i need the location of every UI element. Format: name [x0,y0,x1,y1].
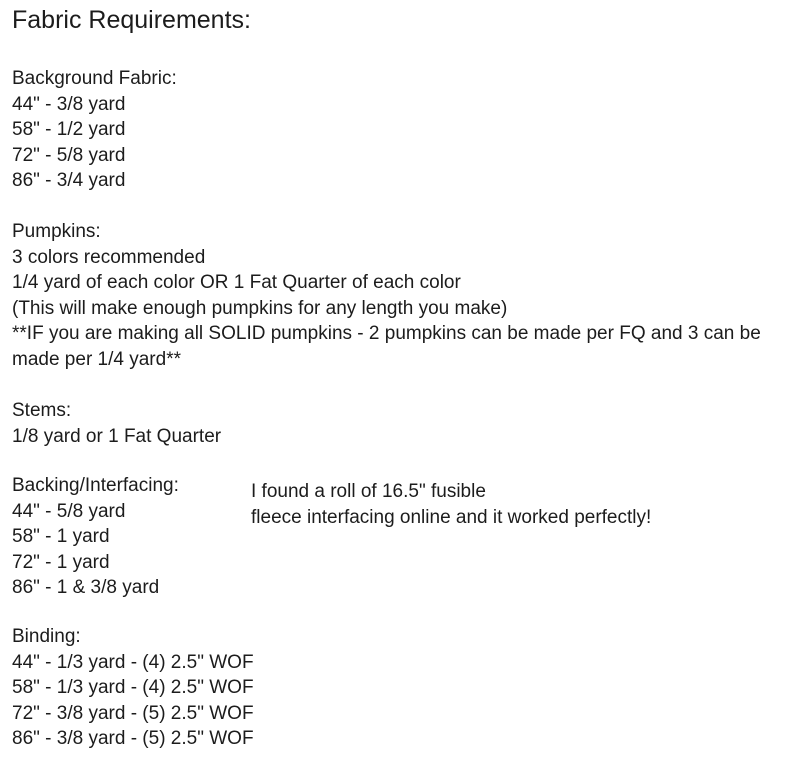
backing-section [12,473,179,601]
stems-heading: Stems: [12,400,72,421]
pumpkins-heading: Pumpkins: [12,221,101,242]
interfacing-note-line: fleece interfacing online and it worked perfectly! [251,507,652,528]
pumpkins-line: 1/4 yard of each color OR 1 Fat Quarter of each color [12,272,461,294]
binding-item: 58" - 1/3 yard - (4) 2.5" WOF [12,677,254,699]
backing-item: 72" - 1 yard [12,551,110,573]
pumpkins-section [12,219,772,373]
backing-heading: Backing/Interfacing: [12,475,179,496]
interfacing-note [251,479,651,531]
background-fabric-section [12,66,177,194]
pumpkins-line: (This will make enough pumpkins for any length you make) [12,297,508,319]
background-fabric-item: 44" - 3/8 yard [12,93,126,115]
background-fabric-heading: Background Fabric: [12,68,177,89]
interfacing-note-line: I found a roll of 16.5" fusible [251,481,486,502]
page-title: Fabric Requirements: [12,6,251,34]
background-fabric-item: 86" - 3/4 yard [12,170,126,192]
binding-item: 44" - 1/3 yard - (4) 2.5" WOF [12,651,254,673]
pumpkins-solid-note: **IF you are making all SOLID pumpkins - 2 pumpkins can be made per FQ and 3 can be made per 1/4 yard** [12,323,761,370]
binding-item: 72" - 3/8 yard - (5) 2.5" WOF [12,702,254,724]
binding-item: 86" - 3/8 yard - (5) 2.5" WOF [12,728,254,750]
backing-item: 86" - 1 & 3/8 yard [12,577,160,599]
stems-line: 1/8 yard or 1 Fat Quarter [12,425,222,447]
pumpkins-line: 3 colors recommended [12,246,206,268]
background-fabric-item: 58" - 1/2 yard [12,119,126,141]
backing-item: 58" - 1 yard [12,526,110,548]
background-fabric-item: 72" - 5/8 yard [12,144,126,166]
binding-heading: Binding: [12,626,81,647]
backing-item: 44" - 5/8 yard [12,500,126,522]
stems-section [12,398,221,449]
binding-section [12,624,254,752]
